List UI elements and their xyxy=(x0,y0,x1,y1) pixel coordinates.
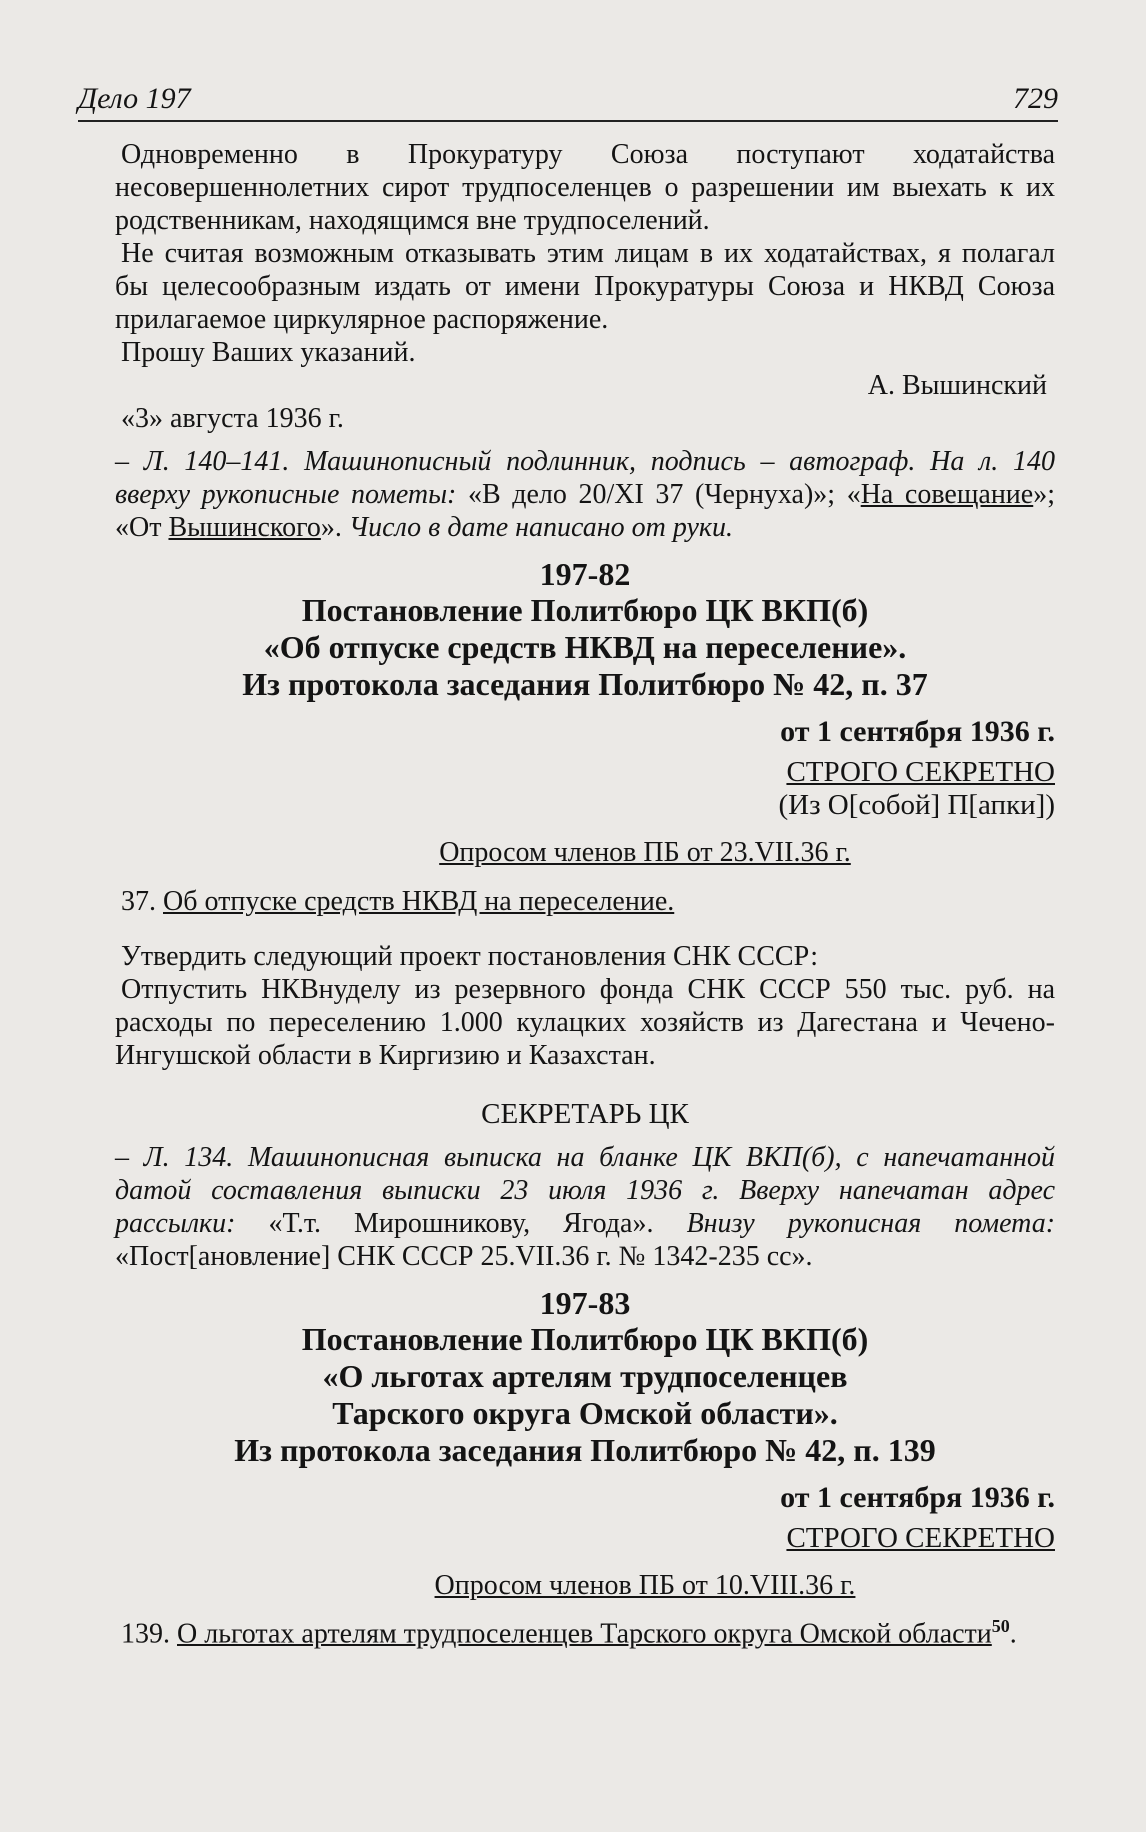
agenda-item-37 xyxy=(115,885,1055,918)
note-ref: – Л. 134. xyxy=(115,1142,234,1173)
decision-body: Отпустить НКВнуделу из резервного фонда СНК СССР 550 тыс. руб. на расходы по переселению 1.000 кулацких хозяйств из Дагестана и Чечено-Ингушской области в Киргизию и Казахстан. xyxy=(115,974,1055,1071)
item-title: О льготах артелям трудпоселенцев Тарского округа Омской области xyxy=(177,1618,992,1650)
underlined-vyshinskogo: Вышинского xyxy=(168,512,321,543)
item-end: . xyxy=(1009,1618,1017,1650)
poll-line xyxy=(115,1569,1055,1602)
note-text: Внизу рукописная помета: xyxy=(686,1208,1056,1239)
title-line: Из протокола заседания Политбюро № 42, п. 37 xyxy=(242,666,928,702)
doc-number-197-83: 197-83 xyxy=(539,1285,631,1321)
running-header xyxy=(78,80,1058,122)
title-line: «Об отпуске средств НКВД на переселение». xyxy=(263,629,907,665)
note-desc: Машинописный подлинник, подпись – автограф. На л. 140 вверху рукописные пометы: xyxy=(115,446,1055,510)
poll-line xyxy=(115,836,1055,869)
agenda-item-139 xyxy=(115,1610,1055,1650)
note-quote-1: «В дело 20/XI 37 (Чернуха)»; xyxy=(467,479,836,510)
page-number: 729 xyxy=(1013,82,1058,115)
page-content xyxy=(115,138,1055,1650)
doc-title-197-83 xyxy=(115,1321,1055,1469)
doc-date-197-83: от 1 сентября 1936 г. xyxy=(780,1481,1055,1514)
secret-label: СТРОГО СЕКРЕТНО xyxy=(786,756,1055,788)
secret-label: СТРОГО СЕКРЕТНО xyxy=(786,1522,1055,1554)
item-title: Об отпуске средств НКВД на переселение. xyxy=(163,886,675,917)
secrecy-stamp xyxy=(115,1522,1055,1555)
title-line: «О льготах артелям трудпоселенцев xyxy=(322,1358,848,1394)
note-quote: «Пост[ановление] СНК СССР 25.VII.36 г. № 1342-235 сс». xyxy=(115,1241,813,1272)
poll-text: Опросом членов ПБ от 23.VII.36 г. xyxy=(439,837,851,868)
title-line: Постановление Политбюро ЦК ВКП(б) xyxy=(301,1321,869,1357)
underlined-na-soveshchanie: На совещание xyxy=(860,479,1034,510)
note-text: Машинописная выписка на бланке ЦК ВКП(б), с напечатанной датой составления выписки 23 июля 1936 г. Вверху напечатан адрес рассылки: xyxy=(115,1142,1055,1239)
paragraph-petitions: Одновременно в Прокуратуру Союза поступают ходатайства несовершеннолетних сирот трудпоселенцев о разрешении им выехать к их родственникам, находящимся вне трудпоселений. xyxy=(115,139,1055,236)
note-ref: – Л. 140–141. xyxy=(115,446,290,477)
title-line: Из протокола заседания Политбюро № 42, п. 139 xyxy=(234,1432,936,1468)
paragraph-request: Прошу Ваших указаний. xyxy=(121,337,416,368)
doc-number-197-82: 197-82 xyxy=(539,556,631,592)
paragraph-proposal: Не считая возможным отказывать этим лицам в их ходатайствах, я полагал бы целесообразным издать от имени Прокуратуры Союза и НКВД Союза прилагаемое циркулярное распоряжение. xyxy=(115,238,1055,335)
poll-text: Опросом членов ПБ от 10.VIII.36 г. xyxy=(434,1570,856,1601)
doc-date-197-82: от 1 сентября 1936 г. xyxy=(780,715,1055,748)
signature: А. Вышинский xyxy=(867,370,1047,401)
archival-note-1 xyxy=(115,445,1055,544)
footnote-marker[interactable]: 50 xyxy=(991,1616,1010,1636)
header-case-label: Дело 197 xyxy=(78,82,191,115)
secretary-signature: СЕКРЕТАРЬ ЦК xyxy=(481,1098,689,1130)
special-folder-note: (Из О[собой] П[апки]) xyxy=(778,789,1055,821)
title-line: Тарского округа Омской области». xyxy=(332,1395,838,1431)
approve-line: Утвердить следующий проект постановления СНК СССР: xyxy=(121,941,818,972)
note-quote: «Т.т. Мирошникову, Ягода». xyxy=(268,1208,654,1239)
item-number: 37. xyxy=(121,886,156,917)
doc-title-197-82 xyxy=(115,592,1055,703)
item-number: 139. xyxy=(121,1618,170,1650)
note-tail: Число в дате написано от руки. xyxy=(348,512,733,543)
letter-date: «3» августа 1936 г. xyxy=(121,403,344,434)
secrecy-stamp xyxy=(115,756,1055,789)
note-quote-2: «На совещание»; «От Вышинского». xyxy=(115,479,1056,543)
archival-note-2 xyxy=(115,1141,1055,1273)
title-line: Постановление Политбюро ЦК ВКП(б) xyxy=(301,592,869,628)
